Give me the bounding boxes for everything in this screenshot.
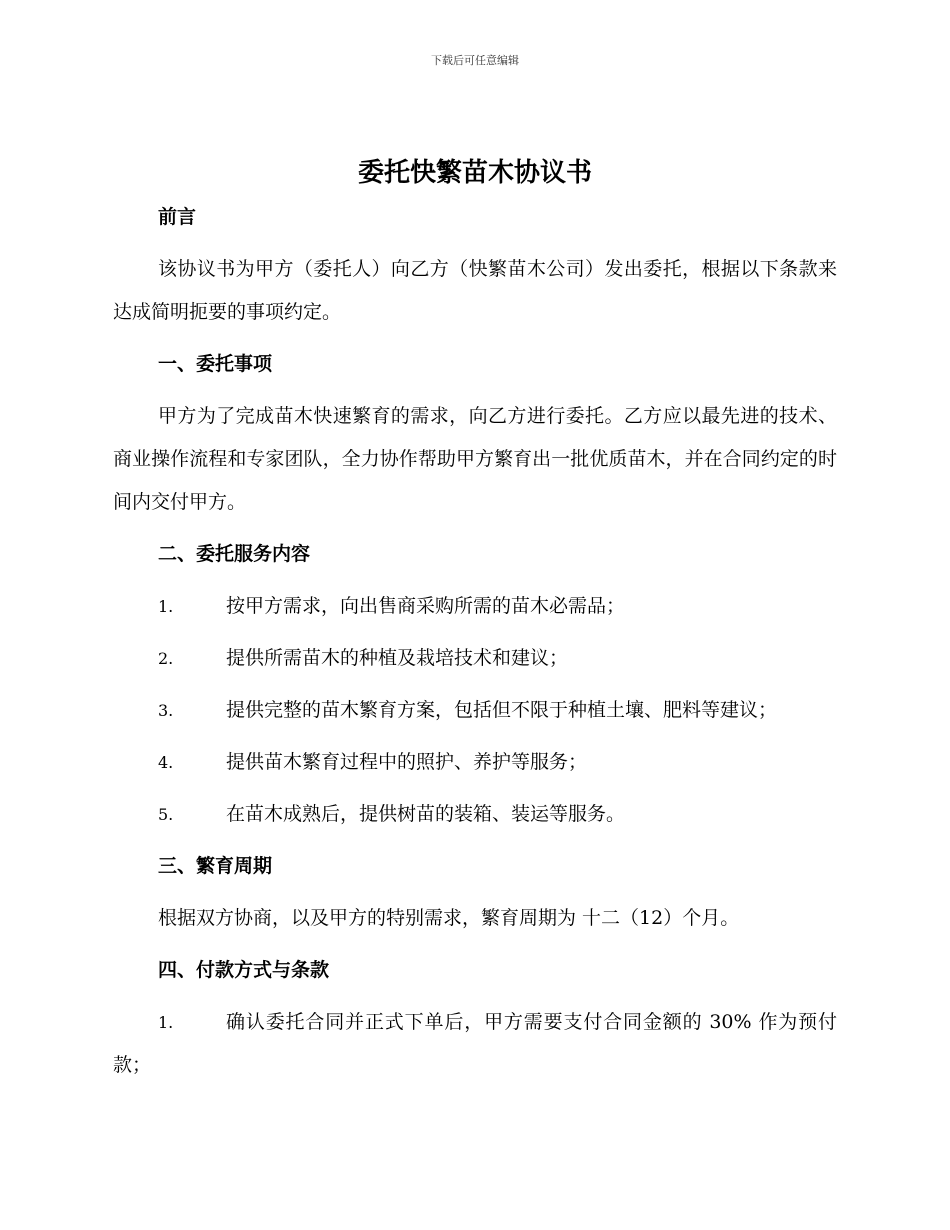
document-title: 委托快繁苗木协议书 (357, 158, 592, 188)
list-item-text: 提供所需苗木的种植及栽培技术和建议； (226, 647, 569, 669)
list-item (113, 793, 837, 836)
list-item-number: 5. (158, 805, 174, 824)
list-item (113, 689, 837, 732)
list-item-number: 1. (158, 1013, 174, 1032)
list-item-text: 提供完整的苗木繁育方案，包括但不限于种植土壤、肥料等建议； (226, 699, 778, 721)
section-heading-preface: 前言 (158, 206, 197, 228)
list-item-text: 按甲方需求，向出售商采购所需的苗木必需品； (226, 595, 626, 617)
list-item (113, 637, 837, 680)
document-body (113, 196, 837, 1096)
section-heading-breeding-period: 三、繁育周期 (158, 855, 273, 877)
list-item-number: 3. (158, 701, 174, 720)
header-note: 下载后可任意编辑 (431, 54, 519, 67)
entrusted-matters-paragraph: 甲方为了完成苗木快速繁育的需求，向乙方进行委托。乙方应以最先进的技术、商业操作流程和专家团队，全力协作帮助甲方繁育出一批优质苗木，并在合同约定的时间内交付甲方。 (113, 405, 837, 513)
list-item (113, 741, 837, 784)
list-item (113, 585, 837, 628)
list-item-number: 1. (158, 597, 174, 616)
section-heading-entrusted-matters: 一、委托事项 (158, 353, 273, 375)
preface-paragraph: 该协议书为甲方（委托人）向乙方（快繁苗木公司）发出委托，根据以下条款来达成简明扼要的事项约定。 (113, 258, 837, 323)
list-item-number: 2. (158, 649, 174, 668)
section-heading-service-content: 二、委托服务内容 (158, 543, 311, 565)
breeding-period-paragraph: 根据双方协商，以及甲方的特别需求，繁育周期为 十二（12）个月。 (158, 907, 740, 929)
list-item-text: 确认委托合同并正式下单后，甲方需要支付合同金额的 30% 作为预付款； (113, 1011, 837, 1076)
list-item-text: 在苗木成熟后，提供树苗的装箱、装运等服务。 (226, 803, 626, 825)
list-item-text: 提供苗木繁育过程中的照护、养护等服务； (226, 751, 588, 773)
list-item-number: 4. (158, 753, 174, 772)
list-item (113, 1001, 837, 1087)
section-heading-payment-terms: 四、付款方式与条款 (158, 959, 330, 981)
